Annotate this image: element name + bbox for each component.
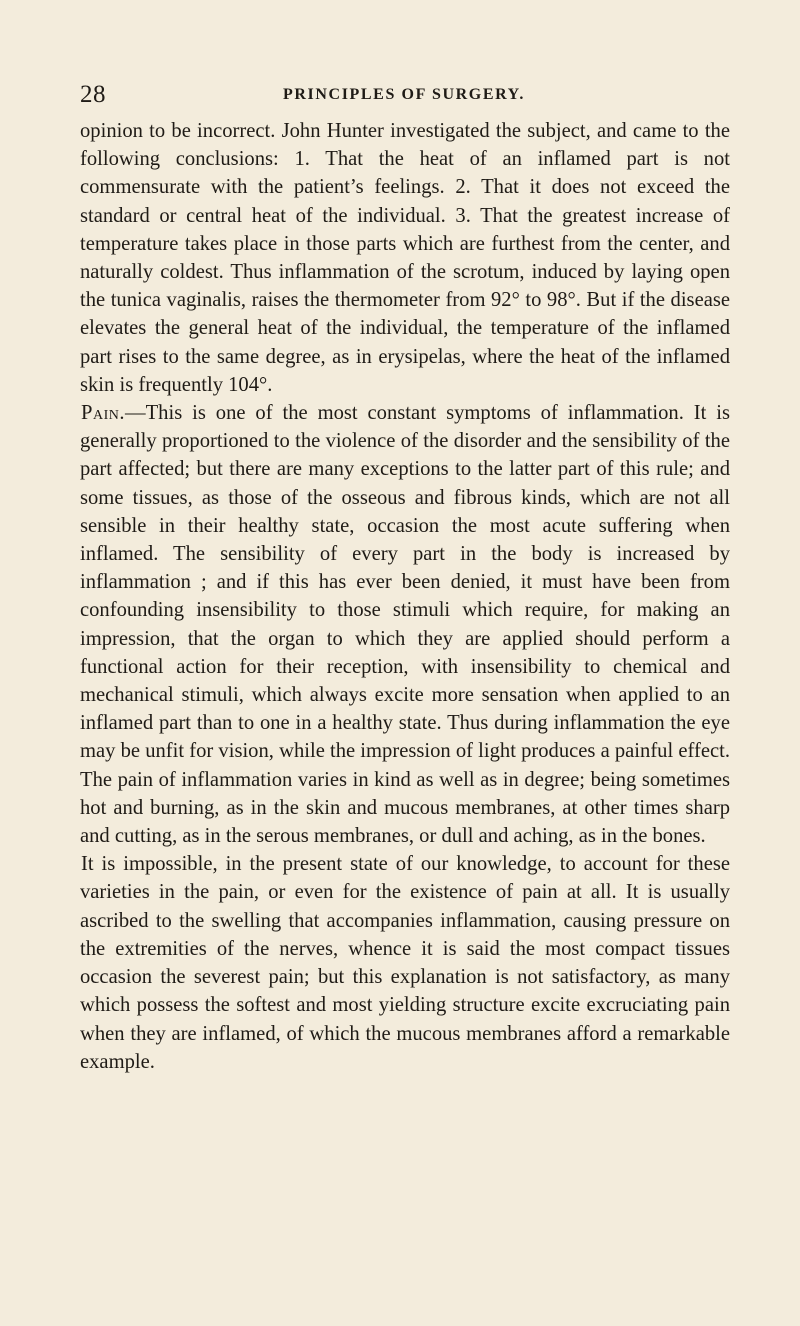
section-heading-pain: Pain. bbox=[81, 402, 125, 425]
paragraph-temperature bbox=[80, 117, 730, 399]
running-head bbox=[78, 80, 730, 110]
paragraph-pain bbox=[80, 399, 730, 850]
body-text bbox=[80, 117, 730, 1076]
paragraph-text: —This is one of the most constant symptoms of inflammation. It is generally proportioned to the violence of the disorder and the sensibility of the part affected; but there are many exceptions to the latter part of this rule; and some tissues, as those of the osseous and fibrous kinds, which are not all sensible in their healthy state, occasion the most acute suffering when inflamed. The sensibility of every part in the body is increased by inflammation ; and if this has ever been denied, it must have been from confounding insensibility to those stimuli which require, for making an impression, that the organ to which they are applied should perform a functional action for their reception, with insensibility to chemical and mechanical stimuli, which always excite more sensation when applied to an inflamed part than to one in a healthy state. Thus during inflammation the eye may be unfit for vision, while the impression of light produces a painful effect. The pain of inflammation varies in kind as well as in degree; being sometimes hot and burning, as in the skin and mucous membranes, at other times sharp and cutting, as in the serous membranes, or dull and aching, as in the bones. bbox=[80, 402, 730, 848]
paragraph-text: opinion to be incorrect. John Hunter investigated the subject, and came to the following conclusions: 1. That the heat of an inflamed part is not commensurate with the patient’s feelings. 2. That it does not exceed the standard or central heat of the individual. 3. That the greatest increase of temperature takes place in those parts which are furthest from the center, and naturally coldest. Thus inflammation of the scrotum, induced by laying open the tunica vaginalis, raises the thermometer from 92° to 98°. But if the disease elevates the general heat of the individual, the temperature of the inflamed part rises to the same degree, as in erysipelas, where the heat of the inflamed skin is frequently 104°. bbox=[80, 120, 730, 396]
page-number: 28 bbox=[80, 81, 106, 108]
paragraph-pain-causes bbox=[80, 850, 730, 1076]
running-title: PRINCIPLES OF SURGERY. bbox=[283, 86, 525, 103]
paragraph-text: It is impossible, in the present state of our knowledge, to account for these varieties in the pain, or even for the existence of pain at all. It is usually ascribed to the swelling that accompanies inflammation, causing pressure on the extremities of the nerves, whence it is said the most compact tissues occasion the severest pain; but this explanation is not satisfactory, as many which possess the softest and most yielding structure excite excruciating pain when they are inflamed, of which the mucous membranes afford a remarkable example. bbox=[80, 853, 730, 1073]
